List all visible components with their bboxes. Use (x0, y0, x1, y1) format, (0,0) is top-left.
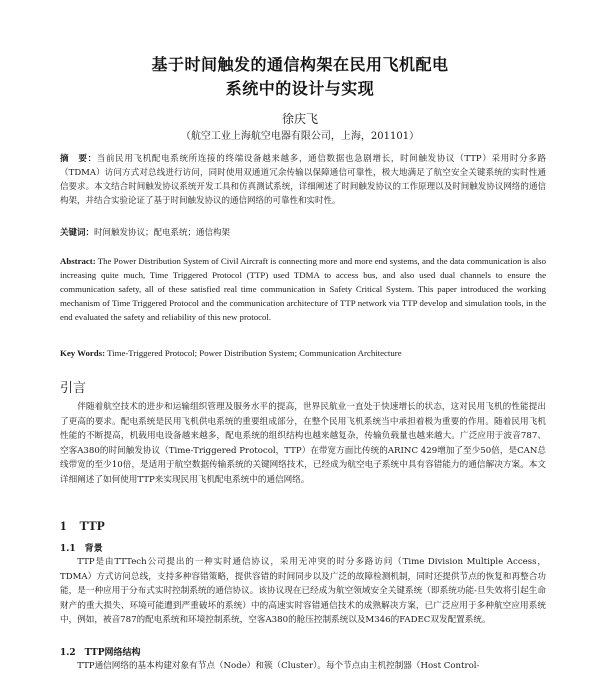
network-paragraph: TTP通信网络的基本构建对象有节点（Node）和簇（Cluster）。每个节点由主机控制器（Host Control- (77, 661, 480, 671)
abstract-en-text: The Power Distribution System of Civil Aircraft is connecting more and more end systems, and the data communication is also increasing quite much, Time Triggered Protocol (TTP) used TDMA to access bus, and also used dual channels to ensure the communication safety, all of these satisfied real time communication in Safety Critical System. This paper introduced the working mechanism of Time Triggered Protocol and the communication architecture of TTP network via TTP develop and simulation tools, in the end evaluated the safety and reliability of this new protocol. (60, 256, 546, 322)
keywords-en (60, 346, 546, 360)
subsection-heading-network: 1.2 TTP网络结构 (60, 648, 141, 658)
author: 徐庆飞 (281, 112, 318, 126)
abstract-zh-label: 摘 要： (60, 154, 97, 164)
keywords-en-label: Key Words: (60, 348, 106, 358)
paper-title-line-1: 基于时间触发的通信构架在民用飞机配电 (151, 55, 449, 74)
abstract-en-label: Abstract: (60, 256, 96, 266)
abstract-zh (60, 152, 546, 208)
section-heading-intro: 引言 (60, 381, 87, 396)
intro-paragraph: 伴随着航空技术的进步和运输组织管理及服务水平的提高，世界民航业一直处于快速增长的状态，这对民用飞机的性能提出了更高的要求。配电系统是民用飞机供电系统的重要组成部分，在整个民用飞机系统当中承担着极为重要的作用。随着民用飞机性能的不断提高，机载用电设备越来越多，配电系统的组织结构也越来越复杂，传输负载量也越来越大。广泛应用于波音787、空客A380的时间触发协议（Time-Triggered Protocol，TTP）在带宽方面比传统的ARINC 429增加了至少50倍，是CAN总线带宽的至少10倍，是适用于航空数据传输系统的关键网络技术，已经成为航空电子系统中具有容错能力的通信解决方案。本文详细阐述了如何使用TTP来实现民用飞机配电系统中的通信网络。 (60, 402, 546, 485)
keywords-zh-label: 关键词： (60, 228, 95, 238)
keywords-zh (60, 226, 546, 240)
keywords-en-text: Time-Triggered Protocol; Power Distribution System; Communication Architecture (107, 348, 402, 358)
affiliation: （航空工业上海航空电器有限公司，上海，201101） (180, 131, 420, 142)
subsection-heading-background: 1.1 背景 (60, 544, 103, 554)
section-heading-ttp: 1 TTP (60, 518, 105, 533)
background-paragraph: TTP是由TTTech公司提出的一种实时通信协议，采用无冲突的时分多路访问（Time Division Multiple Access，TDMA）方式访问总线，支持多种容错策略，提供容错的时间同步以及广泛的故障检测机制，同时还提供节点的恢复和再整合功能，是一种应用于分布式实时控制系统的通信协议。该协议现在已经成为航空领域安全关键系统（即系统功能-旦失效将引起生命财产的重大损失、环境可能遭到严重破坏的系统）中的高速实时容错通信技术的成熟解决方案，已广泛应用于多种航空应用系统中，例如，被音787的配电系统和环境控制系统，空客A380的舱压控制系统以及M346的FADEC双发配置系统。 (60, 557, 546, 625)
abstract-en (60, 254, 546, 324)
keywords-zh-text: 时间触发协议；配电系统；通信构架 (94, 228, 231, 238)
abstract-zh-text: 当前民用飞机配电系统所连接的终端设备越来越多，通信数据也急剧增长，时间触发协议（TTP）采用时分多路（TDMA）访问方式对总线进行访问，同时使用双通道冗余传输以保障通信可靠性，极大地满足了航空安全关键系统的实时性通信要求。本文结合时间触发协议系统开发工具和仿真测试系统，详细阐述了时间触发协议的工作原理以及时间触发协议网络的通信构架，并结合实验论证了基于时间触发协议的通信网络的可靠性和实时性。 (60, 154, 546, 206)
paper-title-line-2: 系统中的设计与实现 (225, 79, 375, 98)
